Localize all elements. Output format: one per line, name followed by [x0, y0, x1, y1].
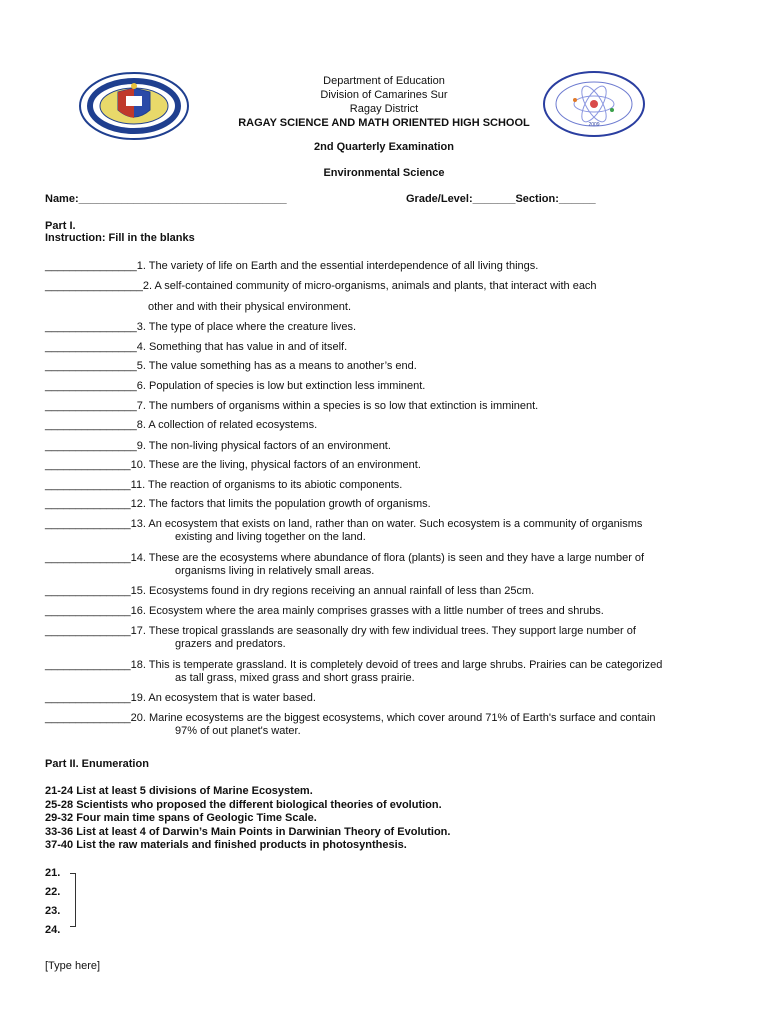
answer-blank[interactable]: _______________: [45, 400, 137, 412]
answer-blank[interactable]: _______________: [45, 260, 137, 272]
question-text: 7. The numbers of organisms within a species is so low that extinction is imminent.: [136, 400, 539, 412]
question-text: 1. The variety of life on Earth and the essential interdependence of all living things.: [136, 260, 539, 272]
question-item: [45, 379, 745, 393]
question-text: 18. This is temperate grassland. It is completely devoid of trees and large shrubs. Prairies can be categorized: [130, 659, 663, 671]
answer-blank[interactable]: ______________: [45, 498, 131, 510]
question-text: 10. These are the living, physical factors of an environment.: [130, 459, 421, 471]
answer-22[interactable]: 22.: [45, 886, 61, 898]
answer-blank[interactable]: ______________: [45, 479, 131, 491]
question-item: [45, 658, 745, 672]
answer-blank[interactable]: ______________: [45, 459, 131, 471]
department-line: Department of Education: [323, 75, 445, 87]
question-text: 9. The non-living physical factors of an environment.: [136, 440, 391, 452]
question-text: 14. These are the ecosystems where abundance of flora (plants) is seen and they have a large number of: [130, 552, 645, 564]
question-text: 4. Something that has value in and of itself.: [136, 341, 348, 353]
enum-item: 29-32 Four main time spans of Geologic Time Scale.: [45, 812, 317, 824]
answer-blank[interactable]: _______________: [45, 380, 137, 392]
question-text-continued: 97% of out planet's water.: [175, 725, 301, 737]
seal-year: 2009: [588, 122, 600, 128]
letterhead: [0, 74, 768, 130]
question-text-continued: other and with their physical environment.: [148, 301, 351, 313]
question-item: [45, 279, 745, 293]
question-text: 2. A self-contained community of micro-organisms, animals and plants, that interact with each: [142, 280, 597, 292]
question-text: 12. The factors that limits the population growth of organisms.: [130, 498, 431, 510]
question-text-continued: existing and living together on the land.: [175, 531, 366, 543]
enumeration-instructions: [45, 785, 450, 853]
answer-blank[interactable]: _______________: [45, 341, 137, 353]
subject-title: Environmental Science: [323, 167, 445, 179]
question-text: 19. An ecosystem that is water based.: [130, 692, 316, 704]
grade-section-field[interactable]: Grade/Level:_______Section:______: [406, 193, 596, 205]
question-item: [45, 551, 745, 565]
question-item: [45, 359, 745, 373]
question-item: [45, 711, 745, 725]
answer-blank[interactable]: ________________: [45, 280, 143, 292]
district-line: Ragay District: [349, 103, 419, 115]
answer-blank[interactable]: ______________: [45, 659, 131, 671]
answer-23[interactable]: 23.: [45, 905, 61, 917]
question-text: 6. Population of species is low but extinction less imminent.: [136, 380, 426, 392]
answer-blank[interactable]: ______________: [45, 552, 131, 564]
answer-blank[interactable]: _______________: [45, 321, 137, 333]
answer-21[interactable]: 21.: [45, 867, 61, 879]
part2-title: Part II. Enumeration: [45, 758, 149, 770]
question-text: 20. Marine ecosystems are the biggest ecosystems, which cover around 71% of Earth's surface and contain: [130, 712, 656, 724]
part1-instruction: Instruction: Fill in the blanks: [45, 232, 195, 244]
part1-title: Part I.: [45, 220, 76, 232]
answer-blank[interactable]: ______________: [45, 605, 131, 617]
footer-placeholder: [Type here]: [45, 960, 101, 972]
question-item: [45, 584, 745, 598]
answer-blank[interactable]: _______________: [45, 419, 137, 431]
question-item: [45, 320, 745, 334]
answer-blank[interactable]: ______________: [45, 625, 131, 637]
enum-item: 37-40 List the raw materials and finished products in photosynthesis.: [45, 839, 407, 851]
question-text: 17. These tropical grasslands are seasonally dry with few individual trees. They support large number of: [130, 625, 636, 637]
question-item: [45, 624, 745, 638]
question-item: [45, 259, 745, 273]
question-text: 13. An ecosystem that exists on land, rather than on water. Such ecosystem is a community of organisms: [130, 518, 643, 530]
question-item: [45, 478, 745, 492]
question-text-continued: organisms living in relatively small areas.: [175, 565, 375, 577]
answer-blank[interactable]: ______________: [45, 518, 131, 530]
question-text: 11. The reaction of organisms to its abiotic components.: [130, 479, 403, 491]
enum-item: 33-36 List at least 4 of Darwin’s Main Points in Darwinian Theory of Evolution.: [45, 825, 451, 838]
question-text-continued: grazers and predators.: [175, 638, 286, 650]
answer-blank[interactable]: ______________: [45, 585, 131, 597]
enum-item: 25-28 Scientists who proposed the different biological theories of evolution.: [45, 798, 442, 811]
enum-item: 21-24 List at least 5 divisions of Marine Ecosystem.: [45, 785, 313, 797]
answer-24[interactable]: 24.: [45, 924, 61, 936]
question-text: 8. A collection of related ecosystems.: [136, 419, 318, 431]
question-item: [45, 517, 745, 531]
answer-blank[interactable]: _______________: [45, 440, 137, 452]
question-text-continued: as tall grass, mixed grass and short grass prairie.: [175, 672, 415, 684]
exam-title: 2nd Quarterly Examination: [314, 141, 454, 153]
question-item: [45, 439, 745, 453]
school-name: RAGAY SCIENCE AND MATH ORIENTED HIGH SCHOOL: [238, 117, 530, 129]
question-text: 5. The value something has as a means to another’s end.: [136, 360, 417, 372]
question-text: 16. Ecosystem where the area mainly comprises grasses with a little number of trees and shrubs.: [130, 605, 604, 617]
question-item: [45, 399, 745, 413]
question-item: [45, 691, 745, 705]
answer-bracket: [70, 873, 76, 927]
answer-blank[interactable]: _______________: [45, 360, 137, 372]
answer-blank[interactable]: ______________: [45, 692, 131, 704]
name-field[interactable]: Name:__________________________________: [45, 193, 287, 205]
question-item: [45, 604, 745, 618]
division-line: Division of Camarines Sur: [320, 89, 448, 101]
answer-blank[interactable]: ______________: [45, 712, 131, 724]
question-text: 3. The type of place where the creature lives.: [136, 321, 357, 333]
question-item: [45, 340, 745, 354]
question-item: [45, 497, 745, 511]
question-item: [45, 458, 745, 472]
question-text: 15. Ecosystems found in dry regions receiving an annual rainfall of less than 25cm.: [130, 585, 535, 597]
question-item: [45, 418, 745, 432]
